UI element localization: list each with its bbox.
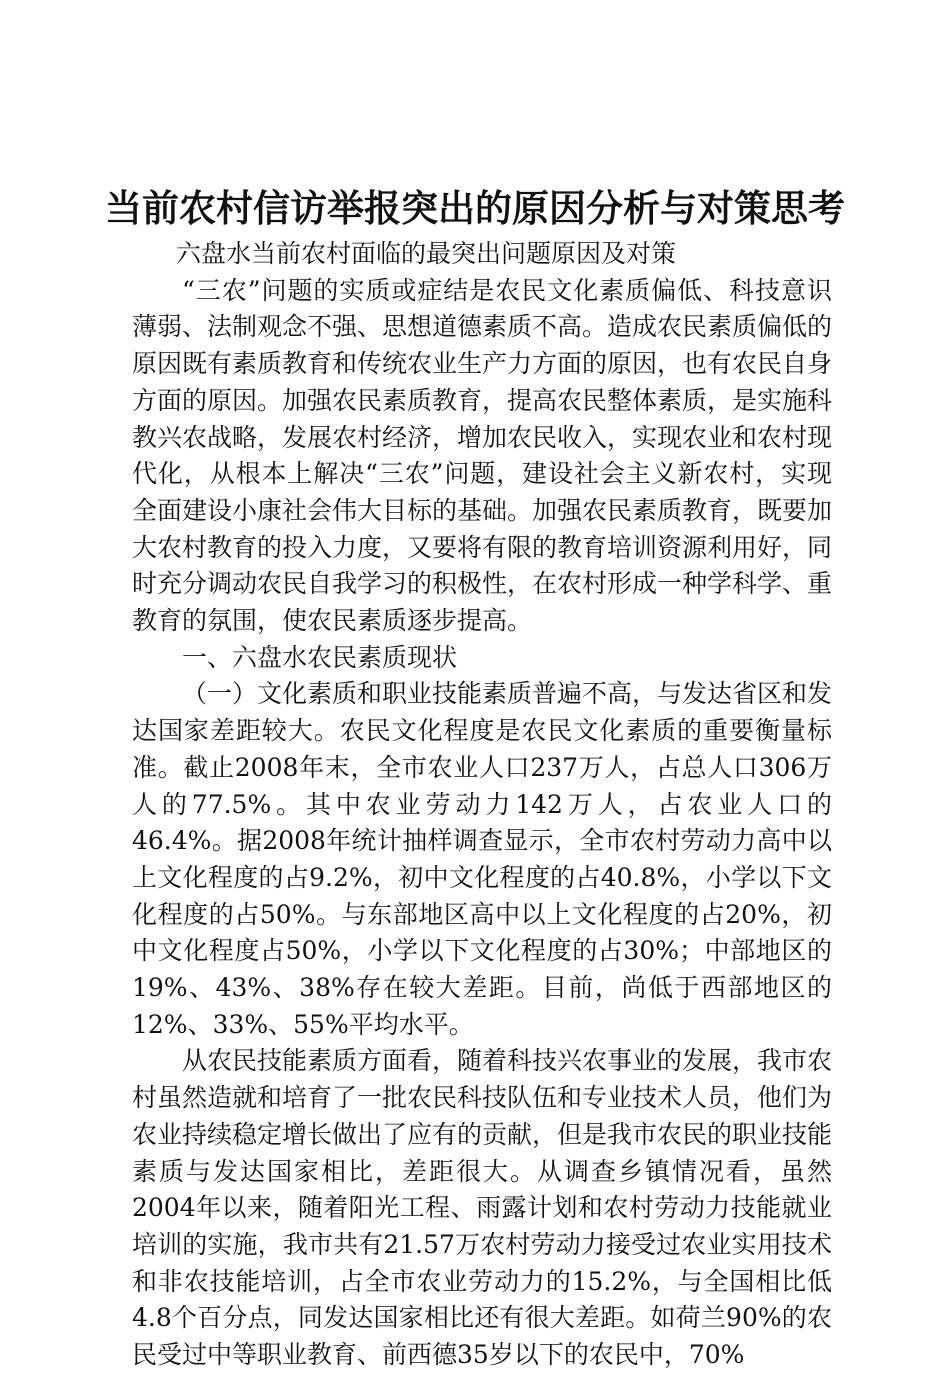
section-heading: 一、六盘水农民素质现状: [182, 642, 458, 672]
paragraph-skills: 从农民技能素质方面看，随着科技兴农事业的发展，我市农村虽然造就和培育了一批农民科技队伍和专业技术人员，他们为农业持续稳定增长做出了应有的贡献，但是我市农民的职业技能素质与发达国家相比，差距很大。从调查乡镇情况看，虽然2004年以来，随着阳光工程、雨露计划和农村劳动力技能就业培训的实施，我市共有21.57万农村劳动力接受过农业实用技术和非农技能培训，占全市农业劳动力的15.2%，与全国相比低4.8个百分点，同发达国家相比还有很大差距。如荷兰90%的农民受过中等职业教育、前西德35岁以下的农民中，70%: [132, 1046, 833, 1370]
paragraph-intro: “三农”问题的实质或症结是农民文化素质偏低、科技意识薄弱、法制观念不强、思想道德素质不高。造成农民素质偏低的原因既有素质教育和传统农业生产力方面的原因，也有农民自身方面的原因。加强农民素质教育，提高农民整体素质，是实施科教兴农战略，发展农村经济，增加农民收入，实现农业和农村现代化，从根本上解决“三农”问题，建设社会主义新农村，实现全面建设小康社会伟大目标的基础。加强农民素质教育，既要加大农村教育的投入力度，又要将有限的教育培训资源利用好，同时充分调动农民自我学习的积极性，在农村形成一种学科学、重教育的氛围，使农民素质逐步提高。: [132, 275, 833, 636]
document-subtitle: 六盘水当前农村面临的最突出问题原因及对策: [176, 239, 677, 268]
paragraph-literacy: （一）文化素质和职业技能素质普遍不高，与发达省区和发达国家差距较大。农民文化程度是农民文化素质的重要衡量标准。截止2008年末，全市农业人口237万人，占总人口306万人的77.5%。其中农业劳动力142万人，占农业人口的46.4%。据2008年统计抽样调查显示，全市农村劳动力高中以上文化程度的占9.2%，初中文化程度的占40.8%，小学以下文化程度的占50%。与东部地区高中以上文化程度的占20%，初中文化程度占50%，小学以下文化程度的占30%；中部地区的19%、43%、38%存在较大差距。目前，尚低于西部地区的12%、33%、55%平均水平。: [132, 679, 833, 1039]
document-body: [132, 236, 832, 1374]
document-title: 当前农村信访举报突出的原因分析与对策思考: [105, 187, 845, 230]
